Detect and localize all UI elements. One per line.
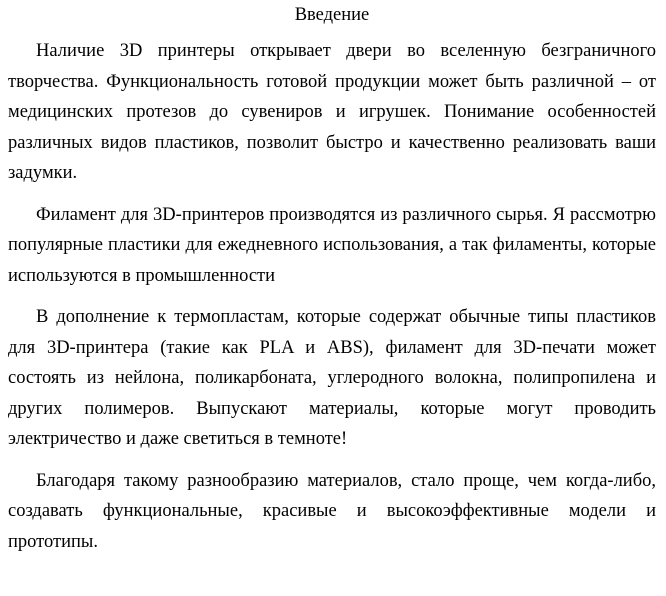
paragraph-intro: Наличие 3D принтеры открывает двери во вселенную безграничного творчества. Функциональность готовой продукции может быть различной – от медицинских протезов до сувениров и игрушек. Понимание особенностей различных видов пластиков, позволит быстро и качественно реализовать ваши задумки. <box>8 41 656 183</box>
document-title: Введение <box>294 5 370 25</box>
paragraph-conclusion: Благодаря такому разнообразию материалов, стало проще, чем когда-либо, создавать функциональные, красивые и высокоэффективные модели и прототипы. <box>8 470 656 552</box>
paragraph-materials: В дополнение к термопластам, которые содержат обычные типы пластиков для 3D-принтера (такие как PLA и ABS), филамент для 3D-печати может состоять из нейлона, поликарбоната, углеродного волокна, полипропилена и других полимеров. Выпускают материалы, которые могут проводить электричество и даже светиться в темноте! <box>8 307 656 449</box>
document-page <box>8 0 656 557</box>
paragraph-filament: Филамент для 3D-принтеров производятся из различного сырья. Я рассмотрю популярные пластики для ежедневного использования, а так филаменты, которые используются в промышленности <box>8 204 656 286</box>
